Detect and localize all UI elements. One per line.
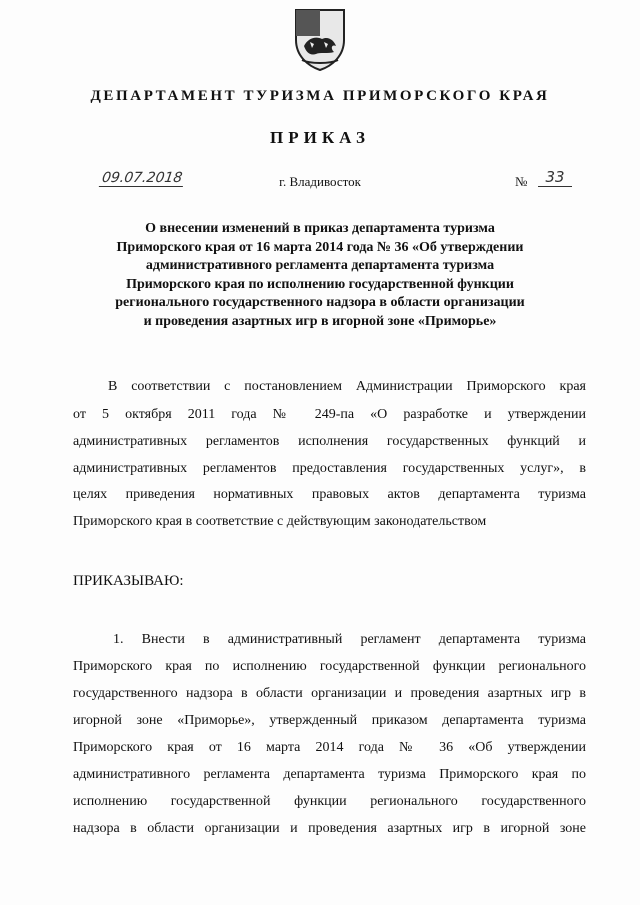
item-line: административного регламента департамента туризма Приморского края по: [73, 767, 586, 782]
order-word: ПРИКАЗЫВАЮ:: [73, 573, 184, 589]
preamble-line: Приморского края в соответствие с действующим законодательством: [73, 514, 487, 529]
item-line: исполнению государственной функции регионального государственного: [73, 794, 586, 809]
preamble-line: целях приведения нормативных правовых актов департамента туризма: [73, 487, 586, 502]
preamble-line: административных регламентов исполнения государственных функций и: [73, 434, 586, 449]
handwritten-number: 33: [538, 168, 572, 187]
number-label: №: [515, 174, 528, 189]
handwritten-date: 09.07.2018: [99, 170, 186, 187]
document-subject: О внесении изменений в приказ департамента туризма Приморского края от 16 марта 2014 года № 36 «Об утверждении административного регламента департамента туризма Приморского края по исполнению государственной функции регионального государственного надзора в области организации и проведения азартных игр в игорной зоне «Приморье»: [115, 221, 525, 329]
item-line: Приморского края по исполнению государственной функции регионального: [73, 659, 586, 674]
item-line: 1. Внести в административный регламент департамента туризма: [113, 632, 586, 647]
preamble-line: В соответствии с постановлением Администрации Приморского края: [108, 379, 586, 394]
item-line: игорной зоне «Приморье», утвержденный приказом департамента туризма: [73, 713, 586, 728]
department-title: ДЕПАРТАМЕНТ ТУРИЗМА ПРИМОРСКОГО КРАЯ: [90, 88, 550, 104]
item-line: Приморского края от 16 марта 2014 года № 36 «Об утверждении: [73, 740, 586, 755]
city-label: г. Владивосток: [279, 174, 361, 189]
preamble-line: от 5 октября 2011 года № 249-па «О разработке и утверждении: [73, 407, 586, 422]
document-type-title: ПРИКАЗ: [270, 128, 370, 147]
item-line: государственного надзора в области организации и проведения азартных игр в: [73, 686, 586, 701]
coat-of-arms-emblem: [290, 6, 350, 72]
preamble-line: административных регламентов предоставления государственных услуг», в: [73, 461, 586, 476]
item-line: надзора в области организации и проведения азартных игр в игорной зоне: [73, 821, 586, 836]
